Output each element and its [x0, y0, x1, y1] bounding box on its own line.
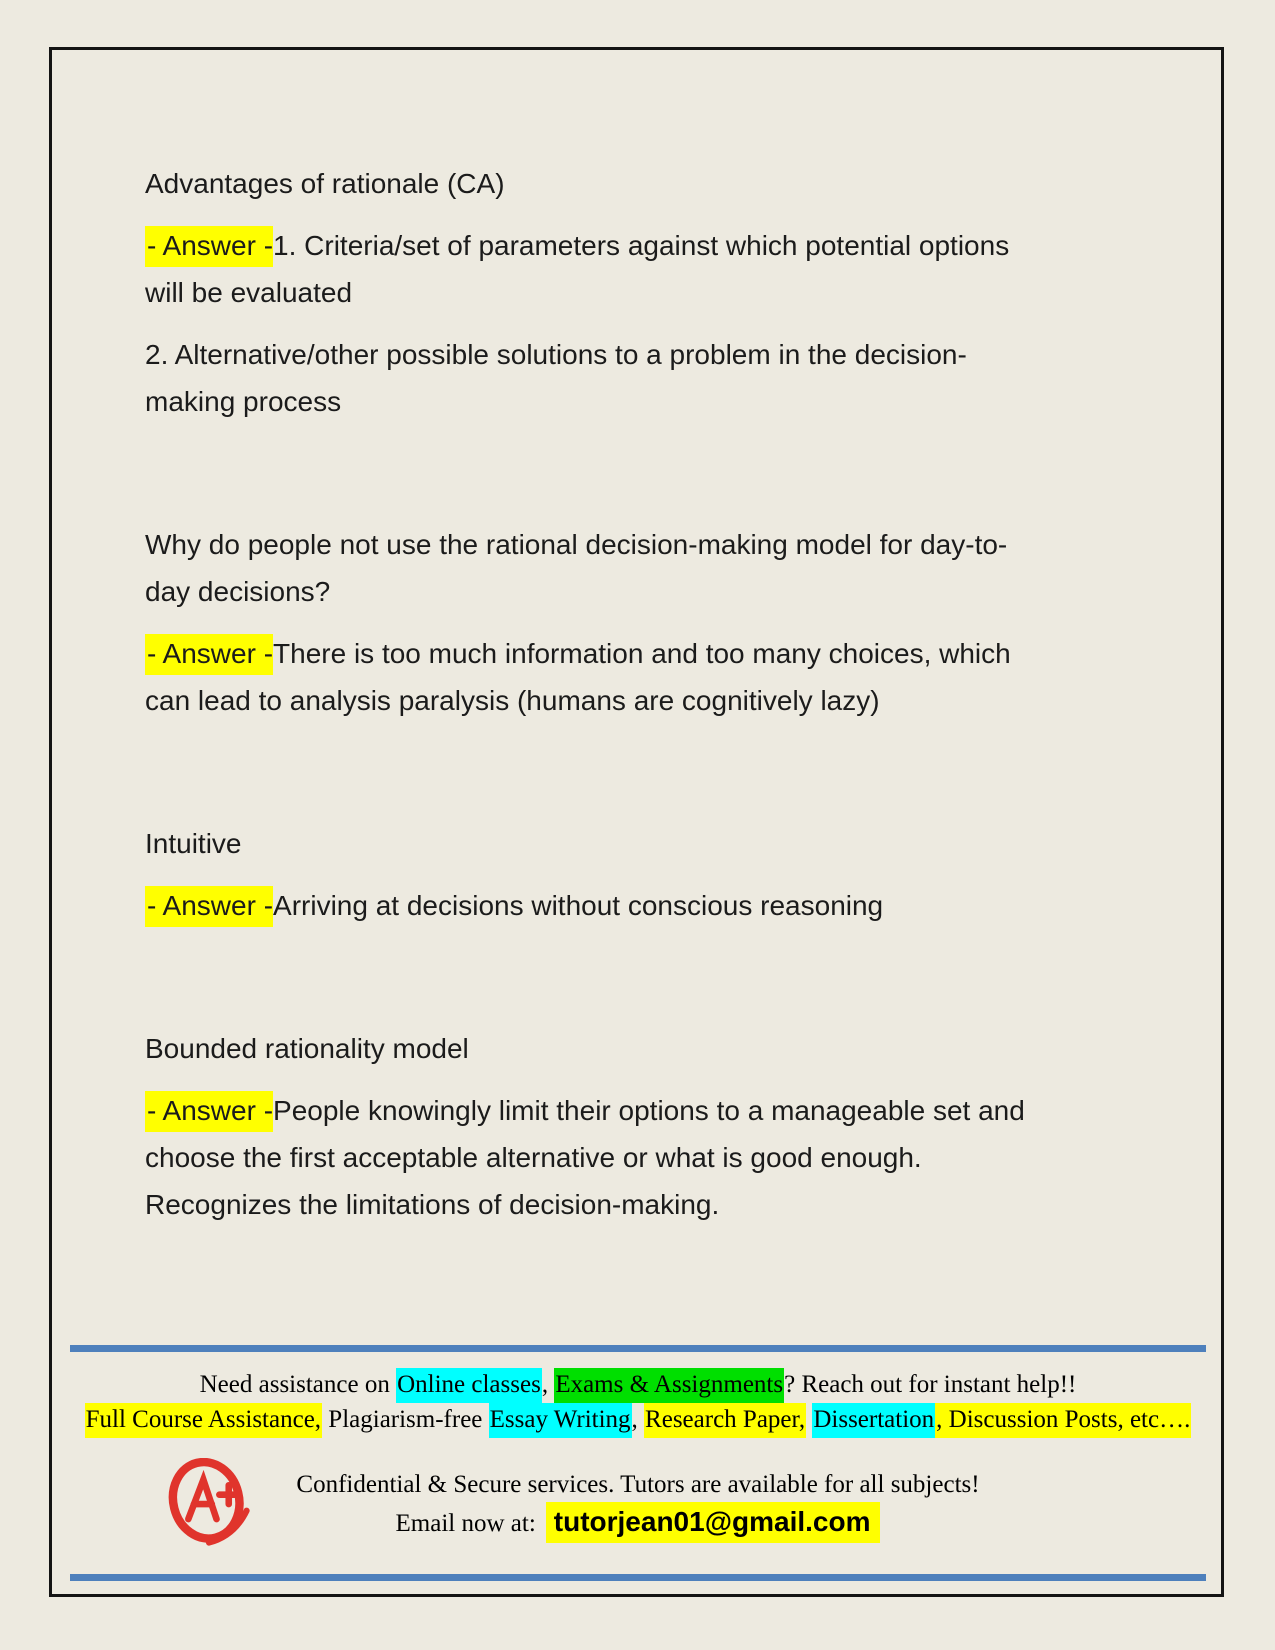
answer-paragraph-3: [145, 882, 1045, 929]
promo-text-pre: Need assistance on: [199, 1371, 397, 1398]
highlight-research-paper: Research Paper,: [644, 1403, 806, 1438]
answer-text-2: There is too much information and too many choices, which can lead to analysis paralysis (humans are cognitively lazy): [145, 638, 1011, 716]
highlight-full-course-assistance: Full Course Assistance,: [85, 1403, 322, 1438]
top-divider-line: [70, 1345, 1206, 1352]
answer-label-highlight: - Answer -: [145, 886, 273, 927]
promo-line-2: [52, 1403, 1224, 1437]
promo-line-1: [52, 1368, 1224, 1402]
answer-label-highlight: - Answer -: [145, 634, 273, 675]
confidential-text: Confidential & Secure services. Tutors are available for all subjects!: [296, 1471, 980, 1498]
highlight-essay-writing: Essay Writing: [489, 1403, 632, 1438]
promo-text-plagiarism-free: Plagiarism-free: [322, 1406, 489, 1433]
promo-text-mid: ,: [541, 1371, 555, 1398]
email-address-highlight: tutorjean01@gmail.com: [546, 1502, 881, 1543]
question-text-4: Bounded rationality model: [145, 1033, 469, 1064]
highlight-dissertation: Dissertation: [812, 1403, 935, 1438]
highlight-exams-assignments: Exams & Assignments: [554, 1368, 784, 1403]
bottom-divider-line: [70, 1574, 1206, 1581]
highlight-online-classes: Online classes: [396, 1368, 542, 1403]
answer-text-3: Arriving at decisions without conscious reasoning: [273, 890, 884, 921]
promo-text-post: ? Reach out for instant help!!: [784, 1371, 1077, 1398]
highlight-discussion-posts: , Discussion Posts, etc….: [935, 1403, 1191, 1438]
email-line: [52, 1505, 1224, 1541]
document-content: [145, 50, 1045, 1228]
question-text-2: Why do people not use the rational decision-making model for day-to-day decisions?: [145, 529, 1008, 607]
email-label: Email now at:: [395, 1510, 536, 1537]
answer-paragraph-2: [145, 630, 1045, 724]
page-border-frame: [49, 47, 1224, 1597]
promo-text-comma: ,: [631, 1406, 645, 1433]
answer-paragraph-1b: 2. Alternative/other possible solutions to a problem in the decision-making process: [145, 339, 967, 417]
answer-label-highlight: - Answer -: [145, 1091, 273, 1132]
answer-paragraph-1: [145, 222, 1045, 316]
answer-text-1: 1. Criteria/set of parameters against which potential options will be evaluated: [145, 230, 1010, 308]
question-text-3: Intuitive: [145, 828, 242, 859]
answer-paragraph-4: [145, 1087, 1045, 1228]
question-text-1: Advantages of rationale (CA): [145, 168, 505, 199]
answer-text-4: People knowingly limit their options to a manageable set and choose the first acceptable alternative or what is good enough. Recognizes the limitations of decision-making.: [145, 1095, 1025, 1220]
answer-label-highlight: - Answer -: [145, 226, 273, 267]
